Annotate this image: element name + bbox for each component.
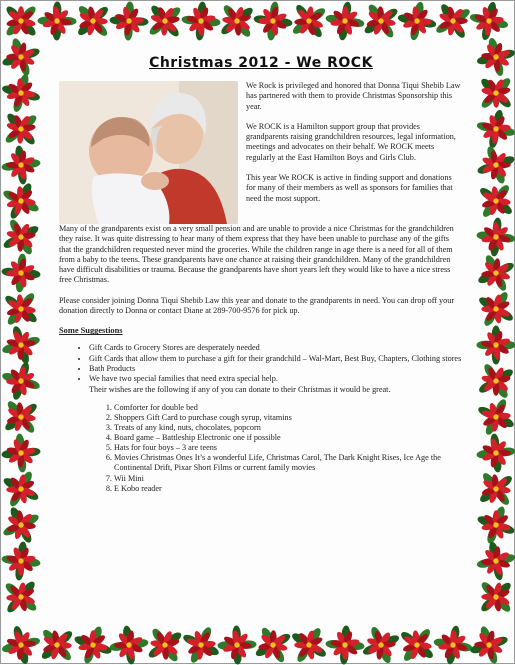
poinsettia-icon — [290, 2, 328, 40]
poinsettia-icon — [1, 537, 45, 584]
poinsettia-icon — [249, 1, 296, 45]
poinsettia-icon — [398, 626, 435, 663]
poinsettia-icon — [322, 1, 369, 44]
poinsettia-icon — [477, 470, 514, 507]
body-paragraph: Please consider joining Donna Tiqui Shebib Law this year and donate to the grandparents in need. You can drop off your donation directly to Donna or contact Diane at 289-700-9576 for pick up. — [59, 295, 455, 316]
poinsettia-icon — [147, 3, 183, 39]
poinsettia-icon — [33, 1, 80, 45]
poinsettia-icon — [477, 182, 514, 219]
poinsettia-icon — [4, 4, 38, 38]
poinsettia-icon — [105, 1, 152, 45]
poinsettia-icon — [71, 623, 116, 665]
wish-list — [59, 403, 463, 494]
poinsettia-icon — [106, 622, 153, 665]
wish-item: 4. Board game – Battleship Electronic one if possible — [114, 433, 463, 443]
poinsettia-icon — [146, 626, 184, 664]
suggestion-text: We have two special families that need extra special help. — [89, 374, 278, 384]
wish-item: 1. Comforter for double bed — [114, 403, 463, 413]
poinsettia-icon — [1, 468, 42, 509]
grandmother-baby-photo — [59, 81, 238, 224]
poinsettia-icon — [466, 1, 512, 44]
poinsettia-icon — [430, 622, 477, 665]
poinsettia-icon — [1, 358, 44, 403]
poinsettia-icon — [476, 289, 515, 329]
wish-intro: Their wishes are the following if any of you can donate to their Christmas it would be great. — [89, 384, 391, 394]
poinsettia-icon — [472, 321, 515, 368]
poinsettia-icon — [1, 216, 42, 257]
poinsettia-icon — [1, 141, 45, 188]
suggestion-item: • Gift Cards to Grocery Stores are desperately needed — [89, 343, 463, 353]
poinsettia-icon — [76, 4, 111, 39]
body-paragraph: Many of the grandparents exist on a very small pension and are unable to provide a nice Christmas for the grandchildren they raise. It was quite distressing to hear many of them express that they have been unable to purchase any of the gifts that the grandchildren requested never mind the groceries. While the children range in age there is a need for all of them from a baby to the teens. These grandparents have one chance at raising their grandchildren. Many of the grandchildren have difficult disabilities or trauma. Because the grandparents have short years left they would like to have a nice stress free Christmas. — [59, 224, 454, 285]
poinsettia-icon — [472, 213, 515, 260]
poinsettia-icon — [362, 2, 401, 41]
poinsettia-icon — [1, 70, 44, 116]
poinsettia-icon — [289, 625, 329, 665]
poinsettia-icon — [219, 3, 256, 40]
poinsettia-icon — [472, 429, 515, 476]
poinsettia-icon — [1, 429, 45, 476]
wish-item: 7. Wii Mini — [114, 474, 463, 484]
intro-paragraph: We Rock is privileged and honored that Donna Tiqui Shebib Law has partnered with them to provide Christmas Sponsorship this year. — [246, 81, 461, 111]
intro-text — [246, 81, 463, 224]
poinsettia-icon — [359, 623, 402, 665]
poinsettia-icon — [473, 538, 515, 584]
suggestions-list — [59, 343, 463, 394]
poinsettia-icon — [473, 106, 515, 152]
poinsettia-icon — [1, 504, 42, 546]
poinsettia-icon — [475, 396, 515, 439]
document-content — [59, 55, 463, 494]
poinsettia-icon — [3, 399, 40, 436]
poinsettia-icon — [479, 76, 513, 110]
document-title: Christmas 2012 - We ROCK — [149, 55, 373, 71]
poinsettia-icon — [252, 624, 293, 665]
wish-item: 5. Hats for four boys – 3 are teens — [114, 443, 463, 453]
poinsettia-icon — [473, 34, 515, 80]
poinsettia-icon — [1, 322, 44, 367]
wish-item: 2. Shoppers Gift Card to purchase cough syrup, vitamins — [114, 413, 463, 423]
poinsettia-icon — [1, 249, 45, 296]
poinsettia-icon — [177, 1, 224, 45]
poinsettia-icon — [1, 35, 43, 80]
poinsettia-icon — [3, 111, 39, 147]
poinsettia-icon — [1, 180, 42, 222]
intro-paragraph: We ROCK is a Hamilton support group that provides grandparents raising grandchildren resources, legal information, meetings and advocates on their behalf. We ROCK meets regularly at the East Hamilton Boys and Girls Club. — [246, 121, 456, 162]
poinsettia-icon — [466, 622, 511, 665]
poinsettia-icon — [479, 580, 513, 614]
poinsettia-icon — [474, 143, 515, 188]
poinsettia-icon — [39, 627, 74, 662]
poinsettia-icon — [3, 579, 39, 615]
suggestions-heading: Some Suggestions — [59, 326, 123, 336]
wish-item: 6. Movies Christmas Ones It’s a wonderful Life, Christmas Carol, The Dark Knight Rises, Ice Age the Continental Drift, Pixar Short Films or current family movies — [114, 453, 463, 473]
poinsettia-icon — [321, 621, 368, 665]
suggestion-item: • Bath Products — [89, 364, 463, 374]
poinsettia-icon — [1, 622, 44, 665]
suggestion-item: • Gift Cards that allow them to purchase a gift for their grandchild – Wal-Mart, Best Buy, Chapters, Clothing stores — [89, 354, 463, 364]
intro-paragraph: This year We ROCK is active in finding support and donations for many of their members as well as sponsors for families that need the most support. — [246, 173, 453, 203]
poinsettia-icon — [213, 621, 260, 665]
poinsettia-icon — [476, 361, 515, 401]
poinsettia-icon — [474, 503, 515, 548]
intro-section — [59, 81, 463, 224]
poinsettia-icon — [394, 1, 441, 44]
poinsettia-icon — [433, 1, 473, 41]
wish-item: 8. E Kobo reader — [114, 484, 463, 494]
wish-item: 3. Treats of any kind, nuts, chocolates, popcorn — [114, 423, 463, 433]
poinsettia-icon — [180, 624, 223, 665]
poinsettia-icon — [475, 252, 515, 295]
suggestion-item — [89, 374, 463, 395]
poinsettia-icon — [3, 291, 40, 328]
